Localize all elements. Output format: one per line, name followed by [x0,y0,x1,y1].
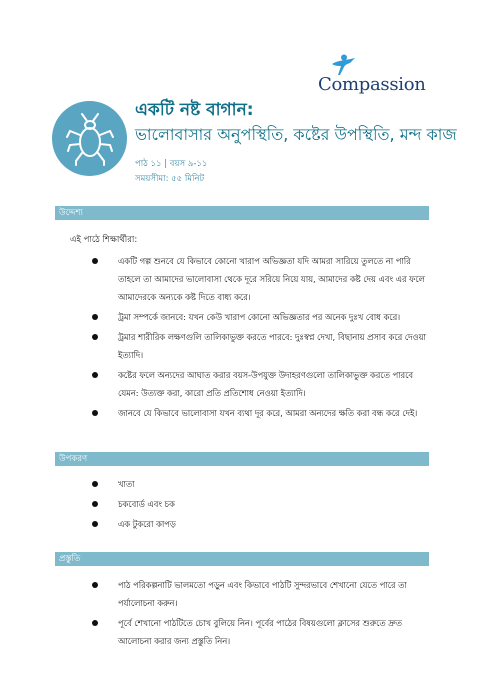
compassion-figure-icon [330,54,356,76]
bullet-icon [92,258,98,264]
bullet-icon [92,521,98,527]
list-item: ট্রমা সম্পর্কে জানবে: যখন কেউ খারাপ কোনো অভিজ্ঞতার পর অনেক দুঃখ বোধ করে। [92,308,428,326]
bullet-icon [92,410,98,416]
bullet-icon [92,620,98,626]
lesson-meta: পাঠ ১১ | বয়স ৯-১১ [135,159,208,169]
list-item: জানবে যে কিভাবে ভালোবাসা যখন ব্যথা দূর করে, আমরা অন্যদের ক্ষতি করা বন্ধ করে দেই। [92,404,428,422]
section-header-objectives: উদ্দেশ্য [55,206,429,220]
lesson-duration: সময়সীমা: ৫৫ মিনিট [135,174,205,184]
preparation-list [92,576,428,652]
compassion-wordmark: Compassion [318,74,426,95]
lesson-title-top: একটি নষ্ট বাগান: [135,100,254,120]
bullet-icon [92,314,98,320]
list-item: কষ্টের ফলে অন্যদের আঘাত করার বয়স-উপযুক্ত উদাহরণগুলো তালিকাভুক্ত করতে পারবে যেমন: উত্যক্ত করা, কারো প্রতি প্রতিশোধ নেওয়া ইত্যাদি। [92,366,428,402]
bullet-icon [92,501,98,507]
lesson-title: ভালোবাসার অনুপস্থিতি, কষ্টের উপস্থিতি, মন্দ কাজ [135,125,457,144]
objectives-list [92,252,428,424]
section-header-preparation: প্রস্তুতি [55,552,429,566]
bullet-icon [92,334,98,340]
list-item: একটি গল্প শুনবে যে কিভাবে কোনো খারাপ অভিজ্ঞতা যদি আমরা সারিয়ে তুলতে না পারি তাহলে তা আমাদের ভালোবাসা থেকে দূরে সরিয়ে নিয়ে যায়, আমাদের কষ্ট দেয় এবং এর ফলে আমাদেরকে অন্যকে কষ্ট দিতে বাধ্য করে। [92,252,428,306]
bullet-icon [92,481,98,487]
materials-list [92,475,428,535]
objectives-intro: এই পাঠে শিক্ষার্থীরা: [70,235,138,245]
bullet-icon [92,372,98,378]
list-item: পূর্বে শেখানো পাঠটিতে চোখ বুলিয়ে নিন। পূর্বের পাঠের বিষয়গুলো ক্লাসের শুরুতে দ্রুত আলোচনা করার জন্য প্রস্তুতি নিন। [92,614,428,650]
lesson-icon-circle [52,101,127,176]
bug-icon [64,111,116,167]
list-item: চকবোর্ড এবং চক [92,495,428,513]
list-item: পাঠ পরিকল্পনাটি ভালমতো পড়ুন এবং কিভাবে পাঠটি সুন্দরভাবে শেখানো যেতে পারে তা পর্যালোচনা করুন। [92,576,428,612]
list-item: এক টুকরো কাপড় [92,515,428,533]
bullet-icon [92,582,98,588]
section-header-materials: উপকরণ [55,452,429,466]
list-item: ট্রমার শারীরিক লক্ষণগুলি তালিকাভুক্ত করতে পারবে: দুঃস্বপ্ন দেখা, বিছানায় প্রসাব করে দেওয়া ইত্যাদি। [92,328,428,364]
list-item: খাতা [92,475,428,493]
compassion-logo [318,54,436,100]
